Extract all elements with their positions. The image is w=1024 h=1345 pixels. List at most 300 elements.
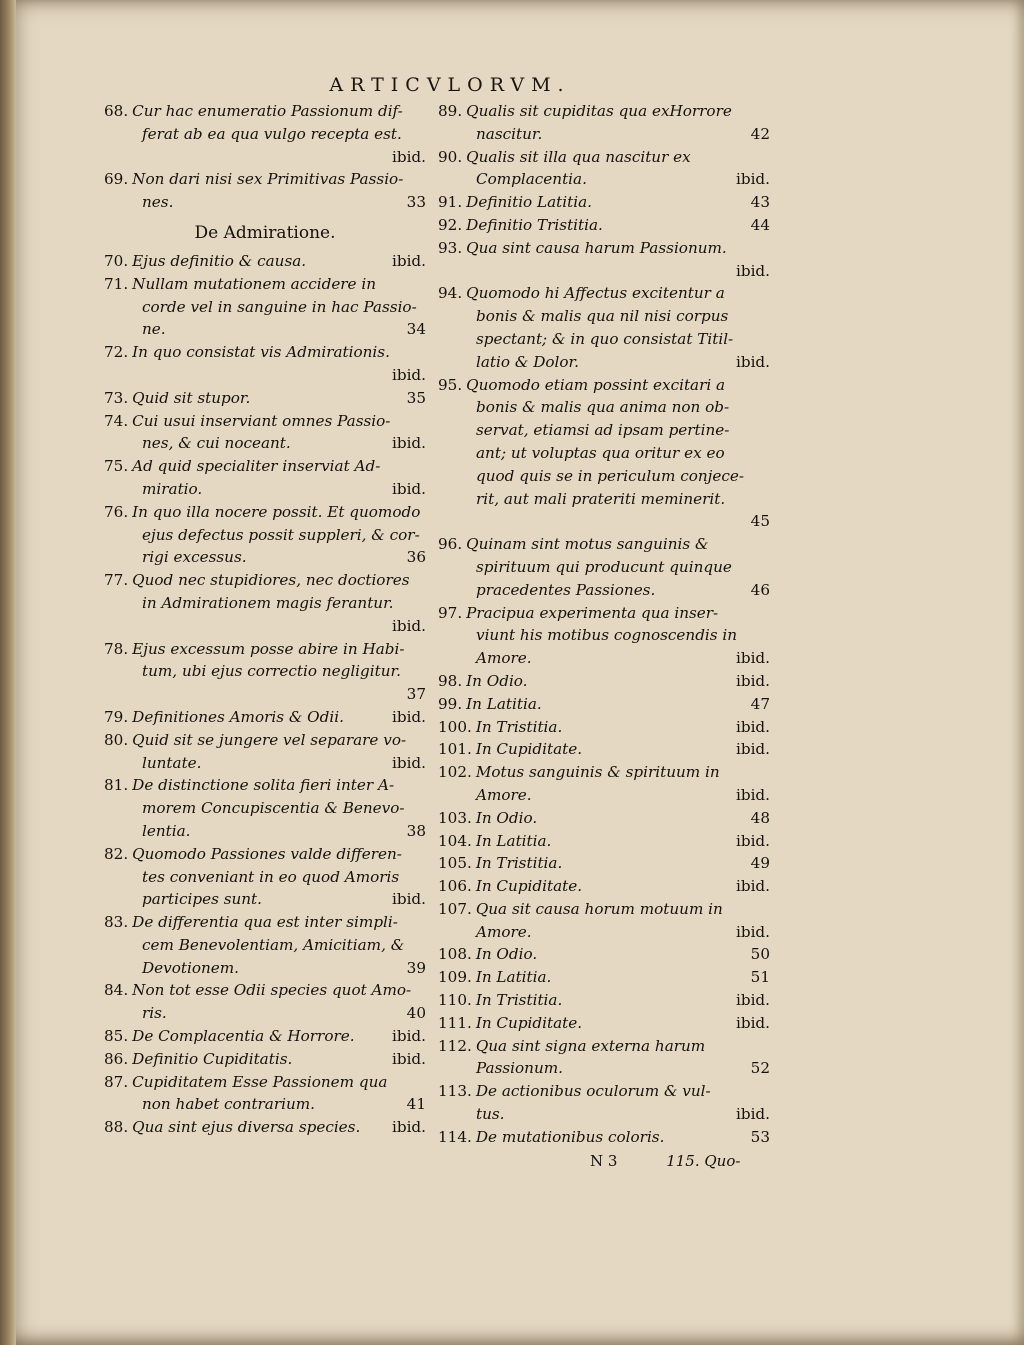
entry-text: In Latitia. bbox=[475, 831, 552, 850]
entry-text: Definitio Cupiditatis. bbox=[132, 1049, 293, 1068]
page-reference: ibid. bbox=[392, 147, 426, 166]
page-reference: 49 bbox=[750, 854, 770, 873]
page-reference: ibid. bbox=[392, 251, 426, 270]
index-entry bbox=[438, 1126, 770, 1149]
entry-text: Ejus excessum posse abire in Habi- bbox=[132, 639, 405, 658]
entry-text: rigi excessus. bbox=[142, 548, 247, 567]
entry-text: cem Benevolentiam, Amicitiam, & bbox=[142, 935, 405, 954]
entry-line bbox=[438, 191, 770, 214]
page-reference: ibid. bbox=[736, 717, 770, 736]
entry-number: 85. bbox=[104, 1027, 129, 1046]
index-entry bbox=[438, 670, 770, 693]
entry-line bbox=[438, 419, 770, 442]
entry-line bbox=[104, 100, 426, 123]
page-reference: ibid. bbox=[736, 922, 770, 941]
left-column bbox=[104, 100, 426, 1139]
entry-line bbox=[104, 191, 426, 214]
index-entry bbox=[104, 843, 426, 911]
entry-text: quod quis se in periculum conjece- bbox=[476, 466, 744, 485]
entry-line bbox=[438, 465, 770, 488]
entry-number: 108. bbox=[438, 945, 472, 964]
index-entry bbox=[438, 282, 770, 373]
entry-line bbox=[438, 943, 770, 966]
entry-line bbox=[104, 1002, 426, 1025]
entry-line bbox=[104, 729, 426, 752]
entry-number: 69. bbox=[104, 170, 129, 189]
entry-number: 84. bbox=[104, 981, 129, 1000]
entry-line bbox=[104, 888, 426, 911]
entry-line bbox=[438, 579, 770, 602]
index-entry bbox=[438, 852, 770, 875]
entry-line bbox=[438, 556, 770, 579]
entry-line bbox=[104, 638, 426, 661]
entry-text: In Cupiditate. bbox=[475, 877, 583, 896]
index-entry bbox=[438, 898, 770, 944]
page-reference: 41 bbox=[406, 1095, 426, 1114]
entry-number: 104. bbox=[438, 831, 472, 850]
entry-line bbox=[438, 738, 770, 761]
entry-text: ferat ab ea qua vulgo recepta est. bbox=[142, 124, 402, 143]
entry-line bbox=[438, 123, 770, 146]
section-heading: De Admiratione. bbox=[194, 222, 336, 243]
entry-text: ejus defectus possit suppleri, & cor- bbox=[142, 525, 420, 544]
entry-text: Qua sint ejus diversa species. bbox=[132, 1118, 361, 1137]
entry-number: 76. bbox=[104, 502, 129, 521]
entry-number: 77. bbox=[104, 571, 129, 590]
index-entry bbox=[104, 979, 426, 1025]
page-reference: ibid. bbox=[392, 616, 426, 635]
index-entry bbox=[104, 1025, 426, 1048]
entry-text: in Admirationem magis ferantur. bbox=[142, 593, 394, 612]
entry-line bbox=[104, 1025, 426, 1048]
index-entry bbox=[438, 1080, 770, 1126]
entry-text: Qualis sit illa qua nascitur ex bbox=[466, 147, 691, 166]
page-reference: 50 bbox=[750, 945, 770, 964]
entry-line bbox=[438, 1035, 770, 1058]
entry-text: In Cupiditate. bbox=[475, 740, 583, 759]
entry-line bbox=[104, 524, 426, 547]
entry-number: 81. bbox=[104, 776, 129, 795]
entry-text: morem Concupiscentia & Benevo- bbox=[142, 799, 405, 818]
entry-number: 101. bbox=[438, 740, 472, 759]
page-reference: 44 bbox=[750, 215, 770, 234]
index-entry bbox=[438, 989, 770, 1012]
entry-text: Ad quid specialiter inserviat Ad- bbox=[132, 457, 381, 476]
index-entry bbox=[104, 341, 426, 387]
entry-text: Complacentia. bbox=[476, 170, 587, 189]
entry-text: De distinctione solita fieri inter A- bbox=[132, 776, 395, 795]
page-reference: 33 bbox=[406, 193, 426, 212]
entry-line bbox=[438, 875, 770, 898]
entry-line bbox=[438, 214, 770, 237]
entry-line bbox=[104, 318, 426, 341]
index-entry bbox=[438, 807, 770, 830]
entry-text: De actionibus oculorum & vul- bbox=[475, 1082, 711, 1101]
entry-text: Cur hac enumeratio Passionum dif- bbox=[132, 102, 403, 120]
index-entry bbox=[438, 716, 770, 739]
page-reference: ibid. bbox=[736, 261, 770, 280]
index-entry bbox=[104, 250, 426, 273]
entry-line bbox=[104, 1093, 426, 1116]
entry-text: ne. bbox=[142, 320, 166, 339]
index-entry bbox=[104, 911, 426, 979]
entry-text: Quinam sint motus sanguinis & bbox=[466, 535, 709, 554]
index-entry bbox=[438, 374, 770, 534]
entry-number: 82. bbox=[104, 844, 129, 863]
entry-text: luntate. bbox=[142, 753, 202, 772]
index-entry bbox=[104, 729, 426, 775]
entry-text: Qua sint causa harum Passionum. bbox=[466, 238, 727, 257]
entry-line bbox=[104, 1071, 426, 1094]
page-reference: 47 bbox=[750, 694, 770, 713]
entry-line bbox=[104, 866, 426, 889]
entry-text: Quomodo Passiones valde differen- bbox=[132, 844, 402, 863]
index-entry bbox=[438, 191, 770, 214]
entry-text: tus. bbox=[476, 1105, 505, 1124]
entry-line bbox=[438, 510, 770, 533]
entry-text: Devotionem. bbox=[142, 958, 239, 977]
index-entry bbox=[438, 761, 770, 807]
entry-line bbox=[104, 592, 426, 615]
page-reference: ibid. bbox=[392, 1118, 426, 1137]
entry-line bbox=[438, 1080, 770, 1103]
page-reference: ibid. bbox=[392, 1027, 426, 1046]
entry-line bbox=[104, 843, 426, 866]
entry-line bbox=[438, 237, 770, 260]
entry-number: 109. bbox=[438, 968, 472, 987]
entry-text: corde vel in sanguine in hac Passio- bbox=[142, 297, 417, 316]
entry-line bbox=[438, 533, 770, 556]
entry-line bbox=[438, 1012, 770, 1035]
entry-line bbox=[104, 615, 426, 638]
page-reference: 52 bbox=[750, 1059, 770, 1078]
page-reference: ibid. bbox=[392, 753, 426, 772]
entry-text: tes conveniant in eo quod Amoris bbox=[142, 867, 400, 886]
entry-line bbox=[104, 660, 426, 683]
index-entry bbox=[438, 966, 770, 989]
entry-number: 92. bbox=[438, 215, 463, 234]
page-reference: ibid. bbox=[392, 479, 426, 498]
entry-text: miratio. bbox=[142, 479, 203, 498]
entry-text: Quid sit stupor. bbox=[132, 388, 251, 407]
entry-text: Definitiones Amoris & Odii. bbox=[132, 707, 344, 726]
entry-text: Amore. bbox=[476, 785, 532, 804]
page-reference: ibid. bbox=[736, 649, 770, 668]
entry-line bbox=[438, 784, 770, 807]
page-reference: ibid. bbox=[392, 707, 426, 726]
entry-line bbox=[438, 100, 770, 123]
entry-number: 72. bbox=[104, 343, 129, 362]
entry-number: 90. bbox=[438, 147, 463, 166]
entry-line bbox=[438, 761, 770, 784]
page-reference: 45 bbox=[750, 512, 770, 531]
entry-line bbox=[104, 683, 426, 706]
entry-line bbox=[104, 387, 426, 410]
entry-text: Pracipua experimenta qua inser- bbox=[466, 603, 719, 622]
entry-text: Quomodo hi Affectus excitentur a bbox=[466, 284, 725, 303]
index-entry bbox=[104, 569, 426, 637]
entry-number: 94. bbox=[438, 284, 463, 303]
page-reference: ibid. bbox=[736, 352, 770, 371]
entry-line bbox=[438, 898, 770, 921]
entry-line bbox=[104, 797, 426, 820]
entry-number: 95. bbox=[438, 375, 463, 394]
entry-number: 113. bbox=[438, 1082, 472, 1101]
page-reference: 42 bbox=[750, 124, 770, 143]
page-reference: 35 bbox=[406, 388, 426, 407]
entry-line bbox=[104, 501, 426, 524]
entry-line bbox=[104, 569, 426, 592]
entry-text: spectant; & in quo consistat Titil- bbox=[476, 329, 734, 348]
entry-text: nes. bbox=[142, 193, 174, 212]
entry-number: 111. bbox=[438, 1013, 472, 1032]
entry-number: 107. bbox=[438, 899, 472, 918]
entry-number: 89. bbox=[438, 102, 463, 120]
page-reference: ibid. bbox=[736, 671, 770, 690]
entry-line bbox=[438, 396, 770, 419]
entry-line bbox=[104, 934, 426, 957]
index-entry bbox=[438, 533, 770, 601]
entry-text: participes sunt. bbox=[142, 890, 262, 909]
entry-line bbox=[438, 921, 770, 944]
index-entry bbox=[438, 100, 770, 146]
index-entry bbox=[104, 273, 426, 341]
index-entry bbox=[438, 214, 770, 237]
entry-line bbox=[104, 752, 426, 775]
page-reference: 37 bbox=[406, 685, 426, 704]
entry-number: 102. bbox=[438, 763, 472, 782]
entry-text: nascitur. bbox=[476, 124, 543, 143]
entry-text: spirituum qui producunt quinque bbox=[476, 557, 732, 576]
entry-text: Nullam mutationem accidere in bbox=[132, 274, 377, 293]
entry-line bbox=[104, 273, 426, 296]
entry-line bbox=[438, 168, 770, 191]
page-reference: ibid. bbox=[392, 365, 426, 384]
entry-number: 88. bbox=[104, 1118, 129, 1137]
entry-text: De Complacentia & Horrore. bbox=[132, 1027, 355, 1046]
entry-text: nes, & cui noceant. bbox=[142, 434, 291, 453]
entry-line bbox=[438, 966, 770, 989]
entry-number: 83. bbox=[104, 913, 129, 932]
entry-line bbox=[104, 123, 426, 146]
entry-line bbox=[438, 328, 770, 351]
entry-line bbox=[104, 1116, 426, 1139]
entry-text: Motus sanguinis & spirituum in bbox=[475, 763, 720, 782]
entry-text: In Latitia. bbox=[466, 694, 542, 713]
entry-number: 78. bbox=[104, 639, 129, 658]
page-reference: ibid. bbox=[736, 831, 770, 850]
entry-line bbox=[104, 410, 426, 433]
entry-line bbox=[104, 774, 426, 797]
entry-line bbox=[104, 455, 426, 478]
entry-text: In Odio. bbox=[475, 808, 538, 827]
entry-text: Qua sit causa horum motuum in bbox=[475, 899, 723, 918]
index-entry bbox=[104, 706, 426, 729]
page-reference: ibid. bbox=[392, 890, 426, 909]
entry-line bbox=[104, 364, 426, 387]
entry-text: bonis & malis qua nil nisi corpus bbox=[476, 307, 729, 326]
entry-line bbox=[438, 647, 770, 670]
entry-line bbox=[104, 478, 426, 501]
entry-number: 112. bbox=[438, 1036, 472, 1055]
entry-text: Qua sint signa externa harum bbox=[475, 1036, 706, 1055]
entry-text: Ejus definitio & causa. bbox=[132, 251, 307, 270]
entry-text: Definitio Tristitia. bbox=[466, 215, 603, 234]
page-reference: 53 bbox=[750, 1127, 770, 1146]
entry-number: 91. bbox=[438, 193, 463, 212]
entry-number: 70. bbox=[104, 251, 129, 270]
entry-text: Amore. bbox=[476, 922, 532, 941]
entry-text: In Tristitia. bbox=[475, 991, 563, 1010]
entry-number: 80. bbox=[104, 730, 129, 749]
entry-line bbox=[104, 706, 426, 729]
index-entry bbox=[104, 387, 426, 410]
right-column bbox=[438, 100, 770, 1149]
entry-line bbox=[438, 1103, 770, 1126]
entry-line bbox=[438, 693, 770, 716]
entry-line bbox=[104, 979, 426, 1002]
index-entry bbox=[104, 455, 426, 501]
index-entry bbox=[104, 1071, 426, 1117]
index-entry bbox=[104, 410, 426, 456]
entry-text: Qualis sit cupiditas qua exHorrore bbox=[466, 102, 732, 120]
entry-text: In Cupiditate. bbox=[475, 1013, 583, 1032]
entry-text: tum, ubi ejus correctio negligitur. bbox=[142, 662, 401, 681]
page-reference: ibid. bbox=[392, 1049, 426, 1068]
index-entry bbox=[438, 943, 770, 966]
index-entry bbox=[104, 1116, 426, 1139]
index-entry bbox=[438, 693, 770, 716]
page-footer bbox=[590, 1152, 740, 1170]
entry-line bbox=[438, 830, 770, 853]
entry-line bbox=[104, 146, 426, 169]
entry-number: 100. bbox=[438, 717, 472, 736]
entry-line bbox=[104, 546, 426, 569]
entry-line bbox=[438, 146, 770, 169]
entry-line bbox=[438, 602, 770, 625]
entry-text: ant; ut voluptas qua oritur ex eo bbox=[476, 443, 725, 462]
page-reference: 43 bbox=[750, 193, 770, 212]
entry-line bbox=[438, 488, 770, 511]
entry-number: 96. bbox=[438, 535, 463, 554]
index-entry bbox=[438, 738, 770, 761]
page-reference: 48 bbox=[750, 808, 770, 827]
index-entry bbox=[438, 146, 770, 192]
entry-text: Definitio Latitia. bbox=[466, 193, 592, 212]
entry-line bbox=[438, 807, 770, 830]
entry-number: 73. bbox=[104, 388, 129, 407]
entry-text: In Latitia. bbox=[475, 968, 552, 987]
index-entry bbox=[438, 1035, 770, 1081]
entry-text: servat, etiamsi ad ipsam pertine- bbox=[476, 421, 730, 440]
entry-number: 114. bbox=[438, 1127, 472, 1146]
entry-line bbox=[104, 957, 426, 980]
entry-line bbox=[438, 852, 770, 875]
entry-line bbox=[438, 624, 770, 647]
entry-text: bonis & malis qua anima non ob- bbox=[476, 398, 730, 417]
entry-line bbox=[104, 296, 426, 319]
entry-number: 74. bbox=[104, 411, 129, 430]
entry-number: 86. bbox=[104, 1049, 129, 1068]
page-reference: 34 bbox=[406, 320, 426, 339]
entry-text: rit, aut mali prateriti meminerit. bbox=[476, 489, 726, 508]
entry-line bbox=[104, 432, 426, 455]
entry-text: Cupiditatem Esse Passionem qua bbox=[132, 1072, 388, 1091]
entry-line bbox=[104, 168, 426, 191]
entry-text: Cui usui inserviant omnes Passio- bbox=[132, 411, 391, 430]
entry-number: 68. bbox=[104, 102, 129, 120]
entry-number: 103. bbox=[438, 808, 472, 827]
entry-text: In Odio. bbox=[466, 671, 528, 690]
entry-line bbox=[438, 989, 770, 1012]
entry-line bbox=[104, 820, 426, 843]
running-head: ARTICVLORVM. bbox=[329, 74, 571, 96]
index-entry bbox=[104, 501, 426, 569]
page-reference: 38 bbox=[406, 821, 426, 840]
entry-number: 71. bbox=[104, 274, 129, 293]
entry-text: Quid sit se jungere vel separare vo- bbox=[132, 730, 407, 749]
page-reference: ibid. bbox=[736, 785, 770, 804]
entry-line bbox=[438, 351, 770, 374]
entry-line bbox=[104, 911, 426, 934]
index-entry bbox=[104, 168, 426, 214]
entry-text: Quod nec stupidiores, nec doctiores bbox=[132, 571, 410, 590]
entry-text: De differentia qua est inter simpli- bbox=[132, 913, 398, 932]
entry-number: 87. bbox=[104, 1072, 129, 1091]
entry-text: Quomodo etiam possint excitari a bbox=[466, 375, 726, 394]
page-reference: ibid. bbox=[736, 740, 770, 759]
entry-text: Amore. bbox=[476, 649, 532, 668]
entry-number: 106. bbox=[438, 877, 472, 896]
entry-line bbox=[438, 716, 770, 739]
index-entry bbox=[438, 875, 770, 898]
page-reference: ibid. bbox=[736, 1105, 770, 1124]
index-entry bbox=[104, 1048, 426, 1071]
entry-number: 97. bbox=[438, 603, 463, 622]
index-entry bbox=[104, 100, 426, 168]
entry-text: Non tot esse Odii species quot Amo- bbox=[132, 981, 412, 1000]
entry-text: non habet contrarium. bbox=[142, 1095, 315, 1114]
entry-number: 79. bbox=[104, 707, 129, 726]
entry-line bbox=[438, 442, 770, 465]
entry-text: Non dari nisi sex Primitivas Passio- bbox=[132, 170, 404, 189]
index-entry bbox=[438, 830, 770, 853]
entry-line bbox=[104, 341, 426, 364]
entry-text: In Tristitia. bbox=[475, 717, 563, 736]
index-entry bbox=[104, 774, 426, 842]
book-spine bbox=[0, 0, 16, 1345]
page-reference: ibid. bbox=[736, 170, 770, 189]
page-reference: 46 bbox=[750, 580, 770, 599]
entry-line bbox=[438, 670, 770, 693]
entry-text: latio & Dolor. bbox=[476, 352, 579, 371]
entry-line bbox=[438, 305, 770, 328]
entry-text: De mutationibus coloris. bbox=[475, 1127, 665, 1146]
index-entry bbox=[438, 602, 770, 670]
entry-text: viunt his motibus cognoscendis in bbox=[476, 626, 738, 645]
entry-number: 93. bbox=[438, 238, 463, 257]
entry-number: 75. bbox=[104, 457, 129, 476]
entry-number: 105. bbox=[438, 854, 472, 873]
entry-text: ris. bbox=[142, 1004, 167, 1023]
entry-line bbox=[438, 282, 770, 305]
entry-number: 110. bbox=[438, 991, 472, 1010]
entry-text: In Tristitia. bbox=[475, 854, 563, 873]
entry-line bbox=[438, 374, 770, 397]
page-reference: ibid. bbox=[736, 1013, 770, 1032]
catchword: 115. Quo- bbox=[666, 1152, 741, 1170]
entry-line bbox=[438, 260, 770, 283]
